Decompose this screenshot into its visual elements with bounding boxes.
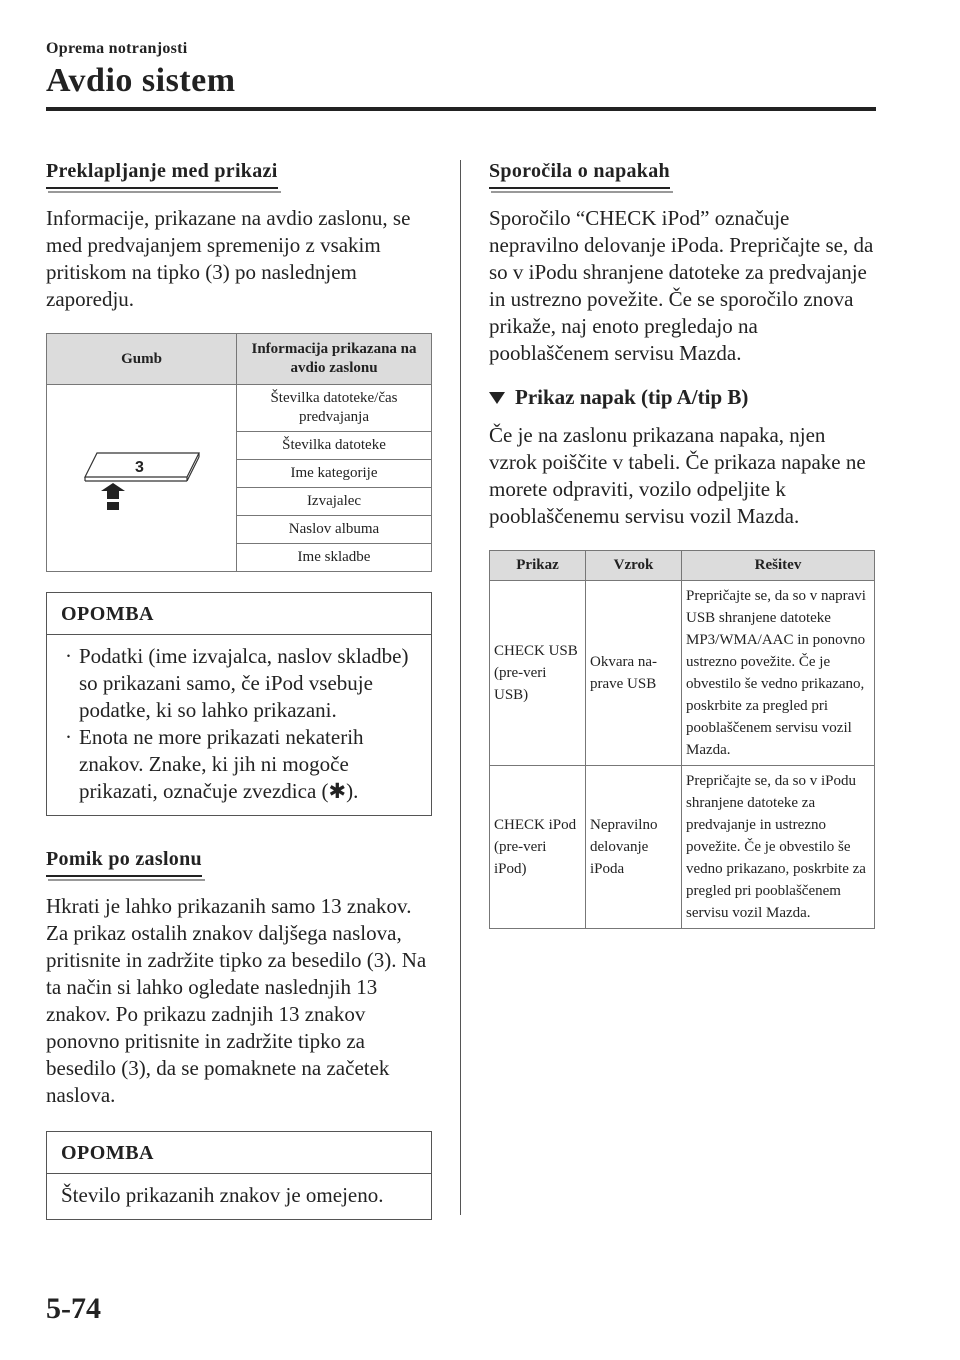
info-row: Naslov albuma: [237, 516, 432, 544]
button-3-icon: [77, 435, 207, 515]
display-sequence-table: [46, 333, 432, 572]
info-row: Izvajalec: [237, 488, 432, 516]
note-item: · Podatki (ime izvajalca, naslov skladbe) so prikazani samo, če iPod vsebuje podatke, ki so lahko prikazani.: [65, 644, 409, 722]
page-title: Avdio sistem: [46, 62, 236, 99]
note-item: · Enota ne more prikazati nekaterih znakov. Znake, ki jih ni mogoče prikazati, označuje zvezdica (✱).: [65, 725, 364, 803]
header-rule: [46, 107, 876, 111]
button-illustration-cell: [47, 385, 237, 572]
table-header-info: Informacija prikazana na avdio zaslonu: [237, 334, 432, 385]
triangle-down-icon: [489, 392, 505, 404]
right-column: [489, 160, 875, 929]
info-row: Številka datoteke: [237, 432, 432, 460]
note-title: OPOMBA: [47, 593, 431, 635]
heading-error-messages: Sporočila o napakah: [489, 160, 670, 189]
display-switch-text: Informacije, prikazane na avdio zaslonu, se med predvajanjem spremenijo z vsakim pritiskom na tipko (3) po naslednjem zaporedju.: [46, 206, 411, 311]
table-header: Rešitev: [682, 551, 875, 581]
section-label: Oprema notranjosti: [46, 40, 188, 57]
heading-display-switch: Preklapljanje med prikazi: [46, 160, 278, 189]
left-column: [46, 160, 432, 1220]
error-table: [489, 550, 875, 929]
table-header-gumb: Gumb: [47, 334, 237, 385]
cell-prikaz: CHECK iPod (pre-veri iPod): [490, 766, 586, 929]
note-text: Število prikazanih znakov je omejeno.: [61, 1183, 384, 1207]
info-row: Številka datoteke/čas predvajanja: [237, 385, 432, 432]
error-messages-text: Sporočilo “CHECK iPod” označuje nepravilno delovanje iPoda. Prepričajte se, da so v iPodu shranjene datoteke za predvajanje in ustrezno povežite. Če se sporočilo znova prikaže, naj enoto pregledajo na pooblaščenem servisu Mazda.: [489, 206, 874, 365]
error-display-text: Če je na zaslonu prikazana napaka, njen vzrok poiščite v tabeli. Če prikaza napake ne morete odpraviti, vozilo odpeljite k pooblaščenemu servisu vozil Mazda.: [489, 423, 866, 528]
cell-vzrok: Okvara na-prave USB: [586, 581, 682, 766]
table-header: Prikaz: [490, 551, 586, 581]
subheading-error-display: Prikaz napak (tip A/tip B): [489, 385, 875, 410]
info-row: Ime skladbe: [237, 544, 432, 572]
info-row: Ime kategorije: [237, 460, 432, 488]
column-divider: [460, 160, 461, 1215]
note-box-2: [46, 1131, 432, 1220]
note-title: OPOMBA: [47, 1132, 431, 1174]
page-number: 5-74: [46, 1292, 101, 1325]
table-row: [490, 766, 875, 929]
heading-scroll: Pomik po zaslonu: [46, 848, 202, 877]
bullet-icon: ·: [65, 644, 72, 668]
cell-resitev: Prepričajte se, da so v napravi USB shranjene datoteke MP3/WMA/AAC in ponovno ustrezno povežite. Če je obvestilo še vedno prikazano, poskrbite za pregled pri pooblaščenem servisu vozil Mazda.: [682, 581, 875, 766]
table-row: [490, 581, 875, 766]
bullet-icon: ·: [65, 725, 72, 749]
cell-vzrok: Nepravilno delovanje iPoda: [586, 766, 682, 929]
note-box-1: [46, 592, 432, 816]
cell-resitev: Prepričajte se, da so v iPodu shranjene datoteke za predvajanje in ustrezno povežite. Če je obvestilo še vedno prikazano, poskrbite za pregled pri pooblaščenem servisu vozil Mazda.: [682, 766, 875, 929]
button-number-label: 3: [134, 459, 144, 476]
scroll-text: Hkrati je lahko prikazanih samo 13 znakov. Za prikaz ostalih znakov daljšega naslova, pritisnite in zadržite tipko za besedilo (3). Na ta način si lahko ogledate naslednjih 13 znakov. Po prikazu zadnjih 13 znakov ponovno pritisnite in zadržite tipko za besedilo (3), da se pomaknete na začetek naslova.: [46, 894, 427, 1107]
table-header: Vzrok: [586, 551, 682, 581]
cell-prikaz: CHECK USB (pre-veri USB): [490, 581, 586, 766]
